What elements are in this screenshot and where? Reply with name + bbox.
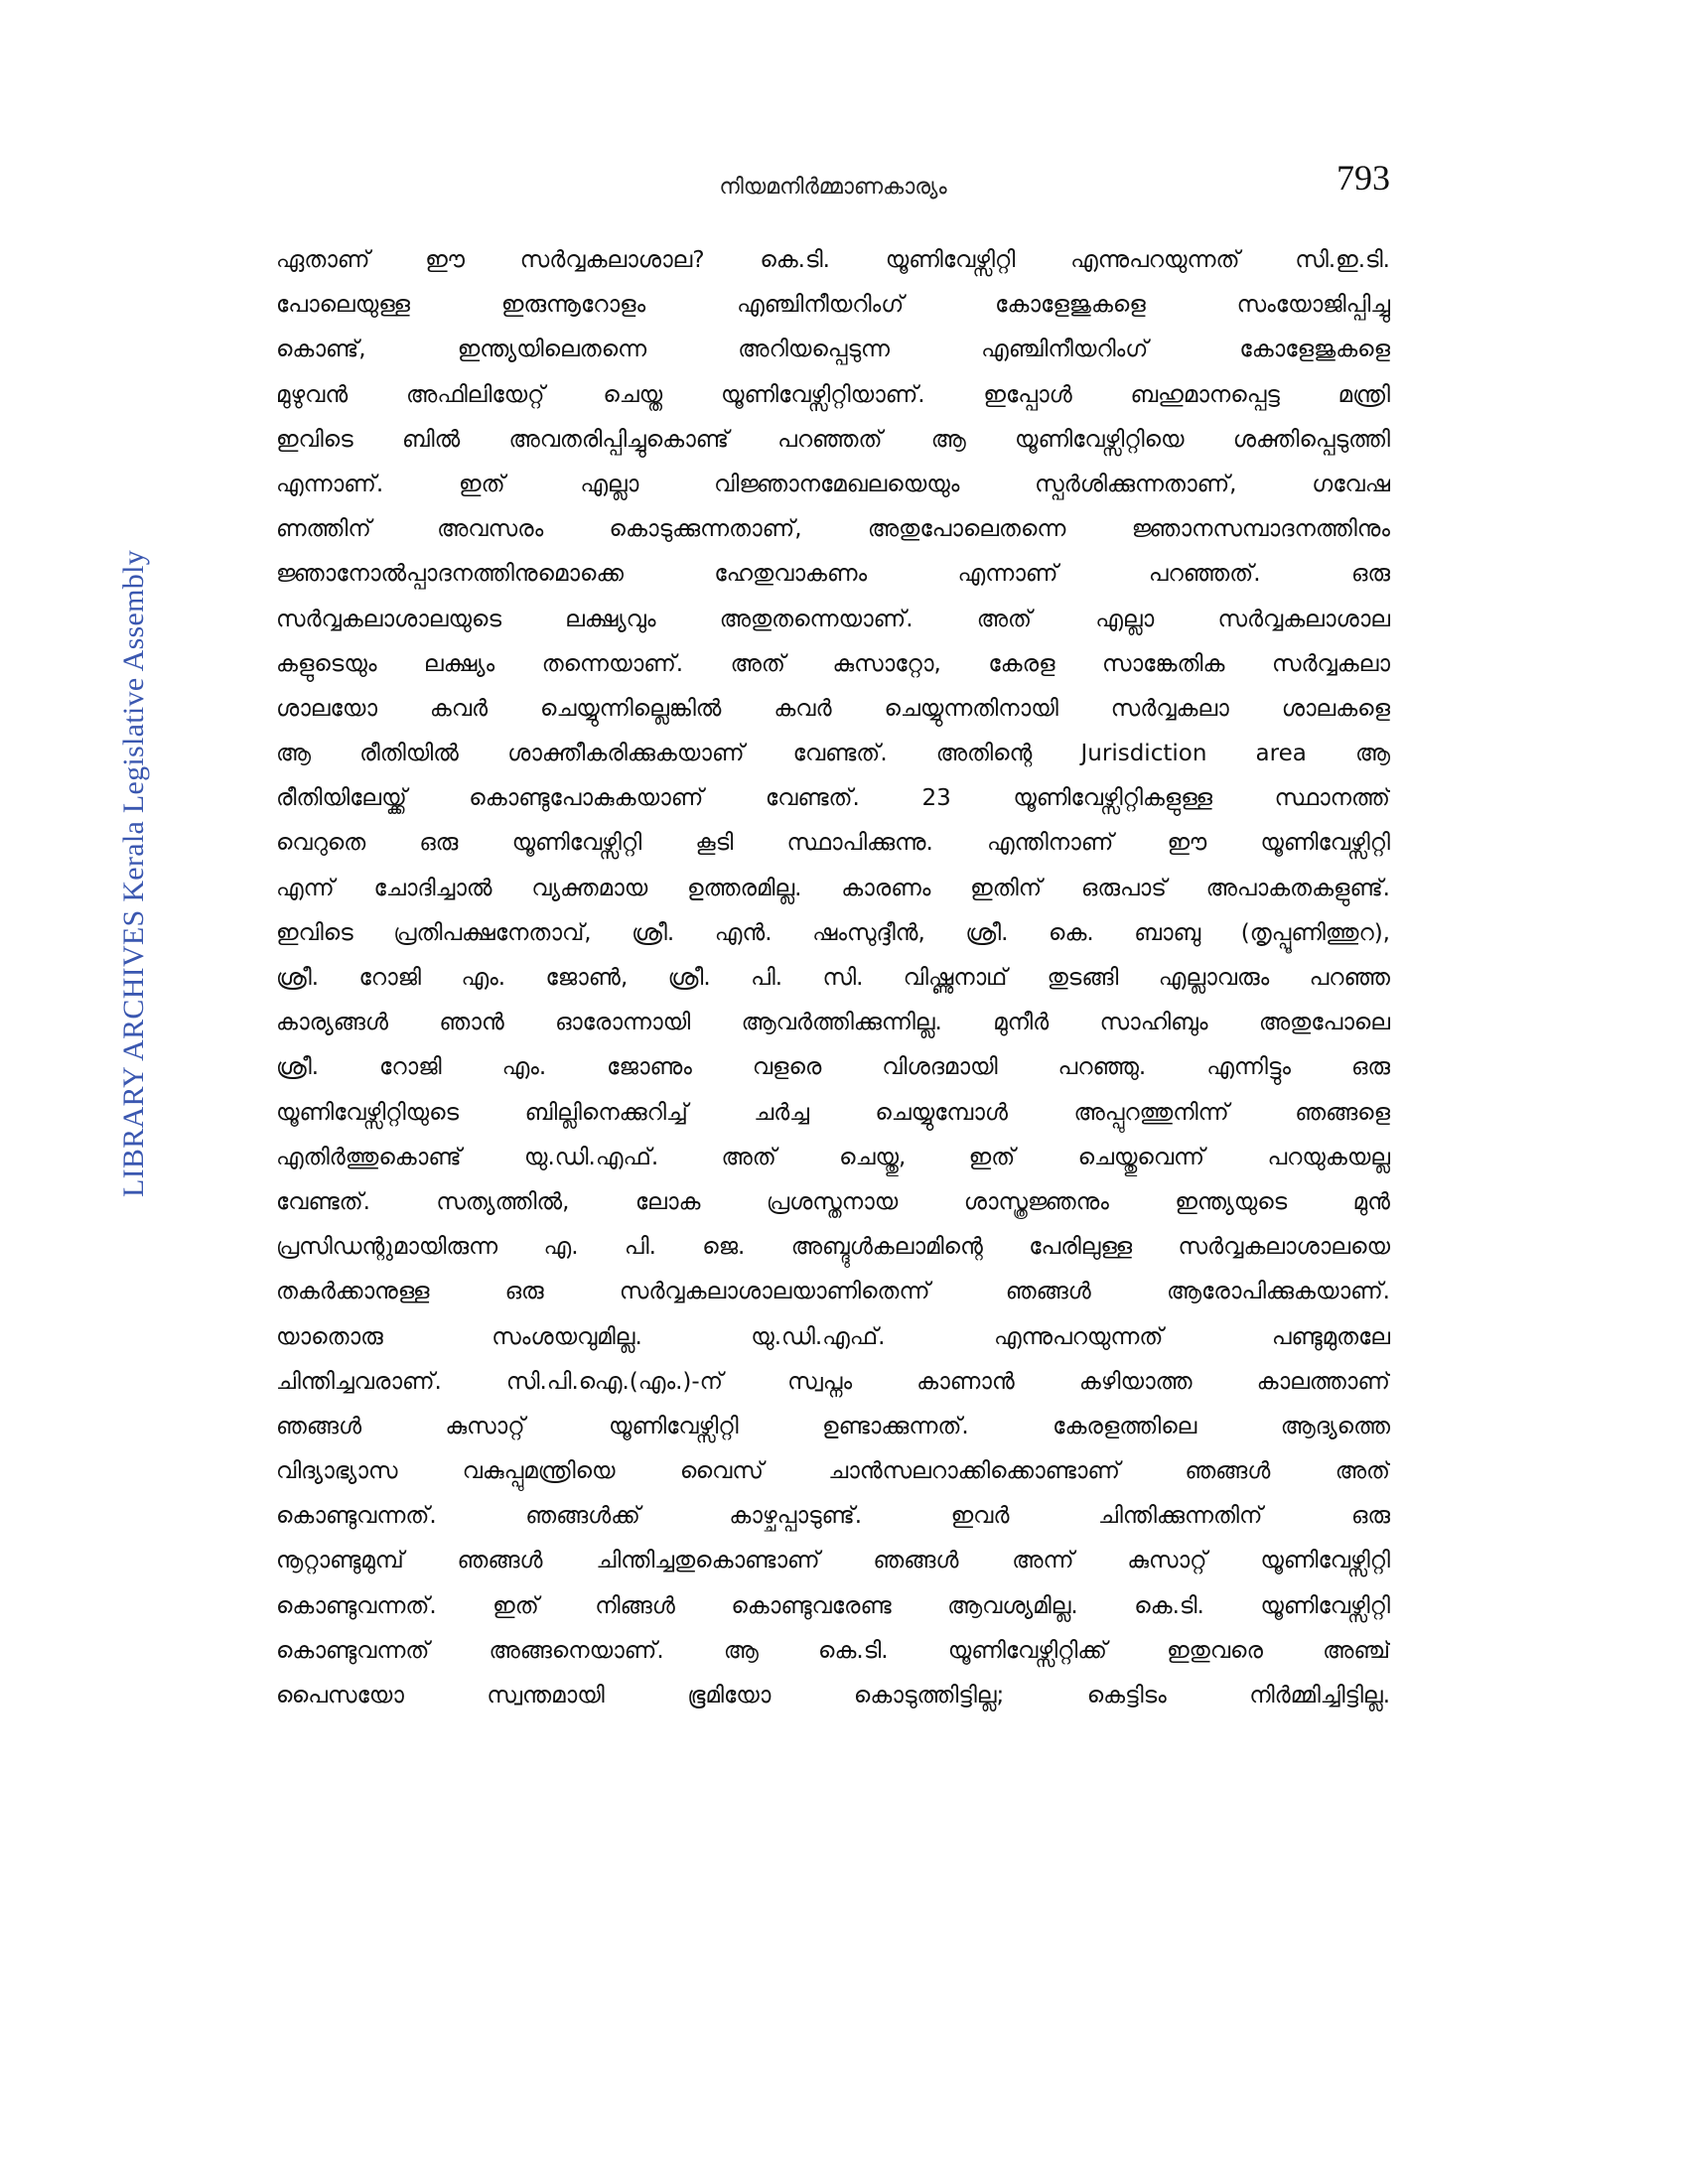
page-number: 793 [1336, 158, 1390, 198]
text-line: എന്നാണ്. ഇത് എല്ലാ വിജ്ഞാനമേഖലയെയും സ്പർശിക്കുന്നതാണ്, ഗവേഷ [276, 471, 1390, 497]
text-line: വേണ്ടത്. സത്യത്തിൽ, ലോക പ്രശസ്തനായ ശാസ്ത്രജ്ഞനും ഇന്ത്യയുടെ മുൻ [276, 1188, 1390, 1215]
text-line: പ്രസിഡന്റുമായിരുന്ന എ. പി. ജെ. അബ്ദുൾകലാമിന്റെ പേരിലുള്ള സർവ്വകലാശാലയെ [276, 1234, 1390, 1261]
text-line: കൊണ്ടുവന്നത്. ഞങ്ങൾക്ക് കാഴ്ചപ്പാടുണ്ട്. ഇവർ ചിന്തിക്കുന്നതിന് ഒരു [276, 1503, 1390, 1530]
text-line: ഞങ്ങൾ കുസാറ്റ് യൂണിവേഴ്സിറ്റി ഉണ്ടാക്കുന്നത്. കേരളത്തിലെ ആദ്യത്തെ [276, 1413, 1390, 1439]
text-line: വെറുതെ ഒരു യൂണിവേഴ്സിറ്റി കൂടി സ്ഥാപിക്കുന്നു. എന്തിനാണ് ഈ യൂണിവേഴ്സിറ്റി [276, 830, 1390, 857]
text-line: കൊണ്ട്, ഇന്ത്യയിലെതന്നെ അറിയപ്പെടുന്ന എഞ്ചിനീയറിംഗ് കോളേജുകളെ [276, 337, 1390, 363]
text-line: ണത്തിന് അവസരം കൊടുക്കുന്നതാണ്, അതുപോലെതന്നെ ജ്ഞാനസമ്പാദനത്തിനും [276, 516, 1390, 543]
text-line: ശ്രീ. റോജി എം. ജോണും വളരെ വിശദമായി പറഞ്ഞു. എന്നിട്ടും ഒരു [276, 1054, 1390, 1081]
text-line: ശാലയോ കവർ ചെയ്യുന്നില്ലെങ്കിൽ കവർ ചെയ്യുന്നതിനായി സർവ്വകലാ ശാലകളെ [276, 695, 1390, 722]
text-line: ആ രീതിയിൽ ശാക്തീകരിക്കുകയാണ് വേണ്ടത്. അതിന്റെ Jurisdiction area ആ [276, 741, 1390, 767]
body-paragraph [276, 238, 1390, 1718]
text-line: ശ്രീ. റോജി എം. ജോൺ, ശ്രീ. പി. സി. വിഷ്ണുനാഥ് തുടങ്ങി എല്ലാവരും പറഞ്ഞ [276, 965, 1390, 991]
header-title: നിയമനിർമ്മാണകാര്യം [719, 175, 947, 200]
text-line: നൂറ്റാണ്ടുമുമ്പ് ഞങ്ങൾ ചിന്തിച്ചതുകൊണ്ടാണ് ഞങ്ങൾ അന്ന് കുസാറ്റ് യൂണിവേഴ്സിറ്റി [276, 1548, 1390, 1574]
running-header [276, 157, 1390, 216]
watermark-text: LIBRARY ARCHIVES Kerala Legislative Assembly [117, 549, 150, 1198]
text-line: പോലെയുള്ള ഇരുന്നൂറോളം എഞ്ചിനീയറിംഗ് കോളേജുകളെ സംയോജിപ്പിച്ചു [276, 292, 1390, 319]
text-line: കാര്യങ്ങൾ ഞാൻ ഓരോന്നായി ആവർത്തിക്കുന്നില്ല. മുനീർ സാഹിബും അതുപോലെ [276, 1010, 1390, 1036]
text-line: സർവ്വകലാശാലയുടെ ലക്ഷ്യവും അതുതന്നെയാണ്. അത് എല്ലാ സർവ്വകലാശാല [276, 606, 1390, 632]
text-line: കൊണ്ടുവന്നത് അങ്ങനെയാണ്. ആ കെ.ടി. യൂണിവേഴ്സിറ്റിക്ക് ഇതുവരെ അഞ്ച് [276, 1637, 1390, 1664]
text-line: കളുടെയും ലക്ഷ്യം തന്നെയാണ്. അത് കുസാറ്റോ, കേരള സാങ്കേതിക സർവ്വകലാ [276, 650, 1390, 677]
text-line: ഇവിടെ ബിൽ അവതരിപ്പിച്ചുകൊണ്ട് പറഞ്ഞത് ആ യൂണിവേഴ്സിറ്റിയെ ശക്തിപ്പെടുത്തി [276, 426, 1390, 453]
text-line: തകർക്കാനുള്ള ഒരു സർവ്വകലാശാലയാണിതെന്ന് ഞങ്ങൾ ആരോപിക്കുകയാണ്. [276, 1279, 1390, 1305]
text-line: ഇവിടെ പ്രതിപക്ഷനേതാവ്, ശ്രീ. എൻ. ഷംസുദ്ദീൻ, ശ്രീ. കെ. ബാബു (തൃപ്പൂണിത്തുറ), [276, 919, 1390, 946]
text-line: വിദ്യാഭ്യാസ വകുപ്പുമന്ത്രിയെ വൈസ് ചാൻസലറാക്കിക്കൊണ്ടാണ് ഞങ്ങൾ അത് [276, 1458, 1390, 1485]
text-line: യൂണിവേഴ്സിറ്റിയുടെ ബില്ലിനെക്കുറിച്ച് ചർച്ച ചെയ്യുമ്പോൾ അപ്പുറത്തുനിന്ന് ഞങ്ങളെ [276, 1099, 1390, 1126]
text-line: കൊണ്ടുവന്നത്. ഇത് നിങ്ങൾ കൊണ്ടുവരേണ്ട ആവശ്യമില്ല. കെ.ടി. യൂണിവേഴ്സിറ്റി [276, 1592, 1390, 1619]
text-line: പൈസയോ സ്വന്തമായി ഭൂമിയോ കൊടുത്തിട്ടില്ല; കെട്ടിടം നിർമ്മിച്ചിട്ടില്ല. [276, 1683, 1390, 1708]
text-line: എന്ന് ചോദിച്ചാൽ വ്യക്തമായ ഉത്തരമില്ല. കാരണം ഇതിന് ഒരുപാട് അപാകതകളുണ്ട്. [276, 875, 1390, 901]
text-line: യാതൊരു സംശയവുമില്ല. യു.ഡി.എഫ്. എന്നുപറയുന്നത് പണ്ടുമുതലേ [276, 1323, 1390, 1350]
text-line: ചിന്തിച്ചവരാണ്. സി.പി.ഐ.(എം.)-ന് സ്വപ്നം കാണാൻ കഴിയാത്ത കാലത്താണ് [276, 1368, 1390, 1395]
text-line: ഏതാണ് ഈ സർവ്വകലാശാല? കെ.ടി. യൂണിവേഴ്സിറ്റി എന്നുപറയുന്നത് സി.ഇ.ടി. [276, 247, 1390, 273]
text-line: മുഴുവൻ അഫിലിയേറ്റ് ചെയ്ത യൂണിവേഴ്സിറ്റിയാണ്. ഇപ്പോൾ ബഹുമാനപ്പെട്ട മന്ത്രി [276, 381, 1390, 408]
text-line: എതിർത്തുകൊണ്ട് യു.ഡി.എഫ്. അത് ചെയ്തു, ഇത് ചെയ്തുവെന്ന് പറയുകയല്ല [276, 1144, 1390, 1170]
text-line: ജ്ഞാനോൽപ്പാദനത്തിനുമൊക്കെ ഹേതുവാകണം എന്നാണ് പറഞ്ഞത്. ഒരു [276, 561, 1390, 588]
text-line: രീതിയിലേയ്ക്ക് കൊണ്ടുപോകുകയാണ് വേണ്ടത്. 23 യൂണിവേഴ്സിറ്റികളുള്ള സ്ഥാനത്ത് [276, 785, 1390, 812]
